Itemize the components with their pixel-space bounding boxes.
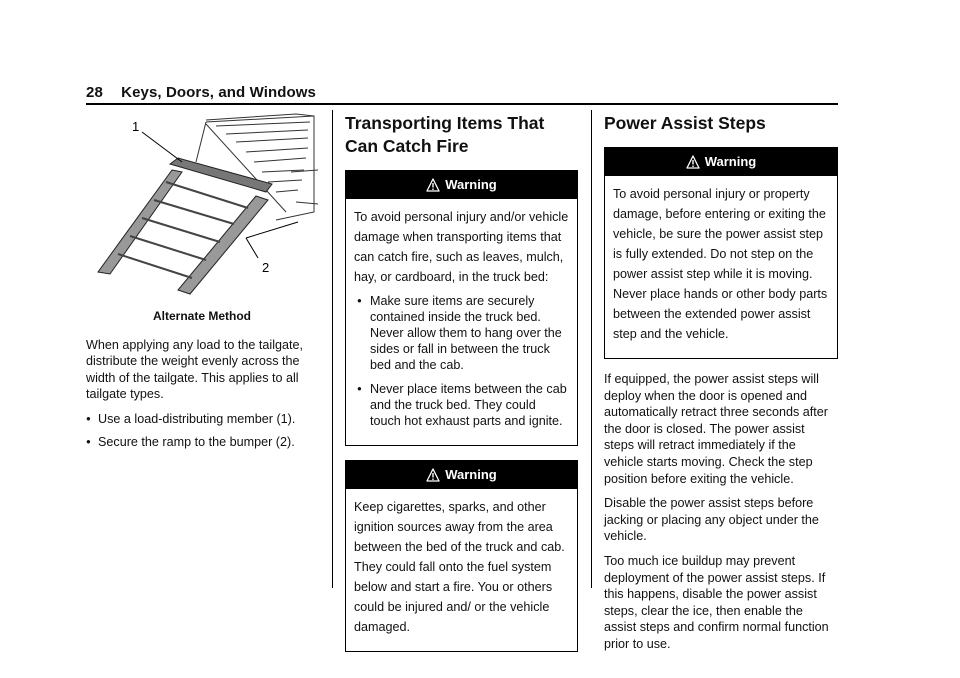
warning-label: Warning	[704, 153, 757, 169]
warning-triangle-icon	[686, 155, 700, 169]
bullet-item: ● Never place items between the cab and the truck bed. They could touch hot exhaust parts and ignite.	[354, 381, 569, 429]
warning-bullet-list	[354, 293, 569, 429]
column-1	[86, 112, 318, 456]
bullet-item: ● Make sure items are securely contained inside the truck bed. Never allow them to hang over the sides or fall in between the truck bed and the cab.	[354, 293, 569, 373]
warning-header	[605, 148, 837, 176]
warning-box	[604, 147, 838, 359]
body-paragraph: Too much ice buildup may prevent deployment of the power assist steps. If this happens, disable the power assist steps, clear the ice, then enable the assist steps and confirm normal function prior to use.	[604, 553, 829, 651]
warning-text: To avoid personal injury or property damage, before entering or exiting the vehicle, be sure the power assist step is fully extended. Do not step on the power assist step while it is moving. Never place hands or other body parts between the extended power assist step and the vehicle.	[613, 187, 828, 341]
warning-body	[346, 489, 577, 651]
ramp-drawing	[86, 112, 318, 302]
warning-body	[605, 176, 837, 358]
page-header	[86, 84, 316, 101]
callout-1-label: 1	[132, 119, 140, 134]
tailgate-load-paragraph: When applying any load to the tailgate, distribute the weight evenly across the width of the tailgate. This applies to all tailgate types.	[86, 337, 304, 402]
body-paragraph: If equipped, the power assist steps will deploy when the door is opened and automatically retract three seconds after the door is closed. The power assist steps will retract immediately if the vehicle starts moving. Check the step position before exiting the vehicle.	[604, 372, 828, 486]
warning-label: Warning	[445, 176, 497, 192]
tailgate-bullet-list	[86, 411, 318, 450]
column-3	[604, 112, 838, 661]
warning-label: Warning	[445, 466, 497, 482]
section-title-header: Keys, Doors, and Windows	[121, 84, 316, 101]
column-divider	[591, 110, 592, 588]
body-paragraph: Disable the power assist steps before jacking or placing any object under the vehicle.	[604, 496, 819, 544]
figure-caption: Alternate Method	[152, 309, 251, 323]
warning-text: Keep cigarettes, sparks, and other ignition sources away from the area between the bed of the truck and cab. They could fall onto the fuel system below and start a fire. You or others could be injured and/ or the vehicle damaged.	[354, 500, 565, 634]
section-heading: Transporting Items That Can Catch Fire	[345, 113, 545, 156]
callout-2-label: 2	[262, 260, 270, 275]
warning-body	[346, 199, 577, 445]
warning-box	[345, 460, 578, 652]
warning-text: To avoid personal injury and/or vehicle damage when transporting items that can catch fire, such as leaves, mulch, hay, or cardboard, in the truck bed:	[354, 210, 569, 284]
tailgate-ramp-illustration	[86, 112, 318, 302]
page-number: 28	[86, 84, 103, 101]
warning-triangle-icon	[426, 178, 440, 192]
warning-header	[346, 171, 577, 199]
bullet-item: ● Use a load-distributing member (1).	[86, 411, 318, 428]
header-rule	[86, 103, 838, 105]
column-divider	[332, 110, 333, 588]
warning-box	[345, 170, 578, 446]
column-2	[345, 112, 578, 664]
warning-header	[346, 461, 577, 489]
bullet-item: ● Secure the ramp to the bumper (2).	[86, 434, 318, 451]
warning-triangle-icon	[426, 468, 440, 482]
section-heading: Power Assist Steps	[604, 113, 766, 133]
